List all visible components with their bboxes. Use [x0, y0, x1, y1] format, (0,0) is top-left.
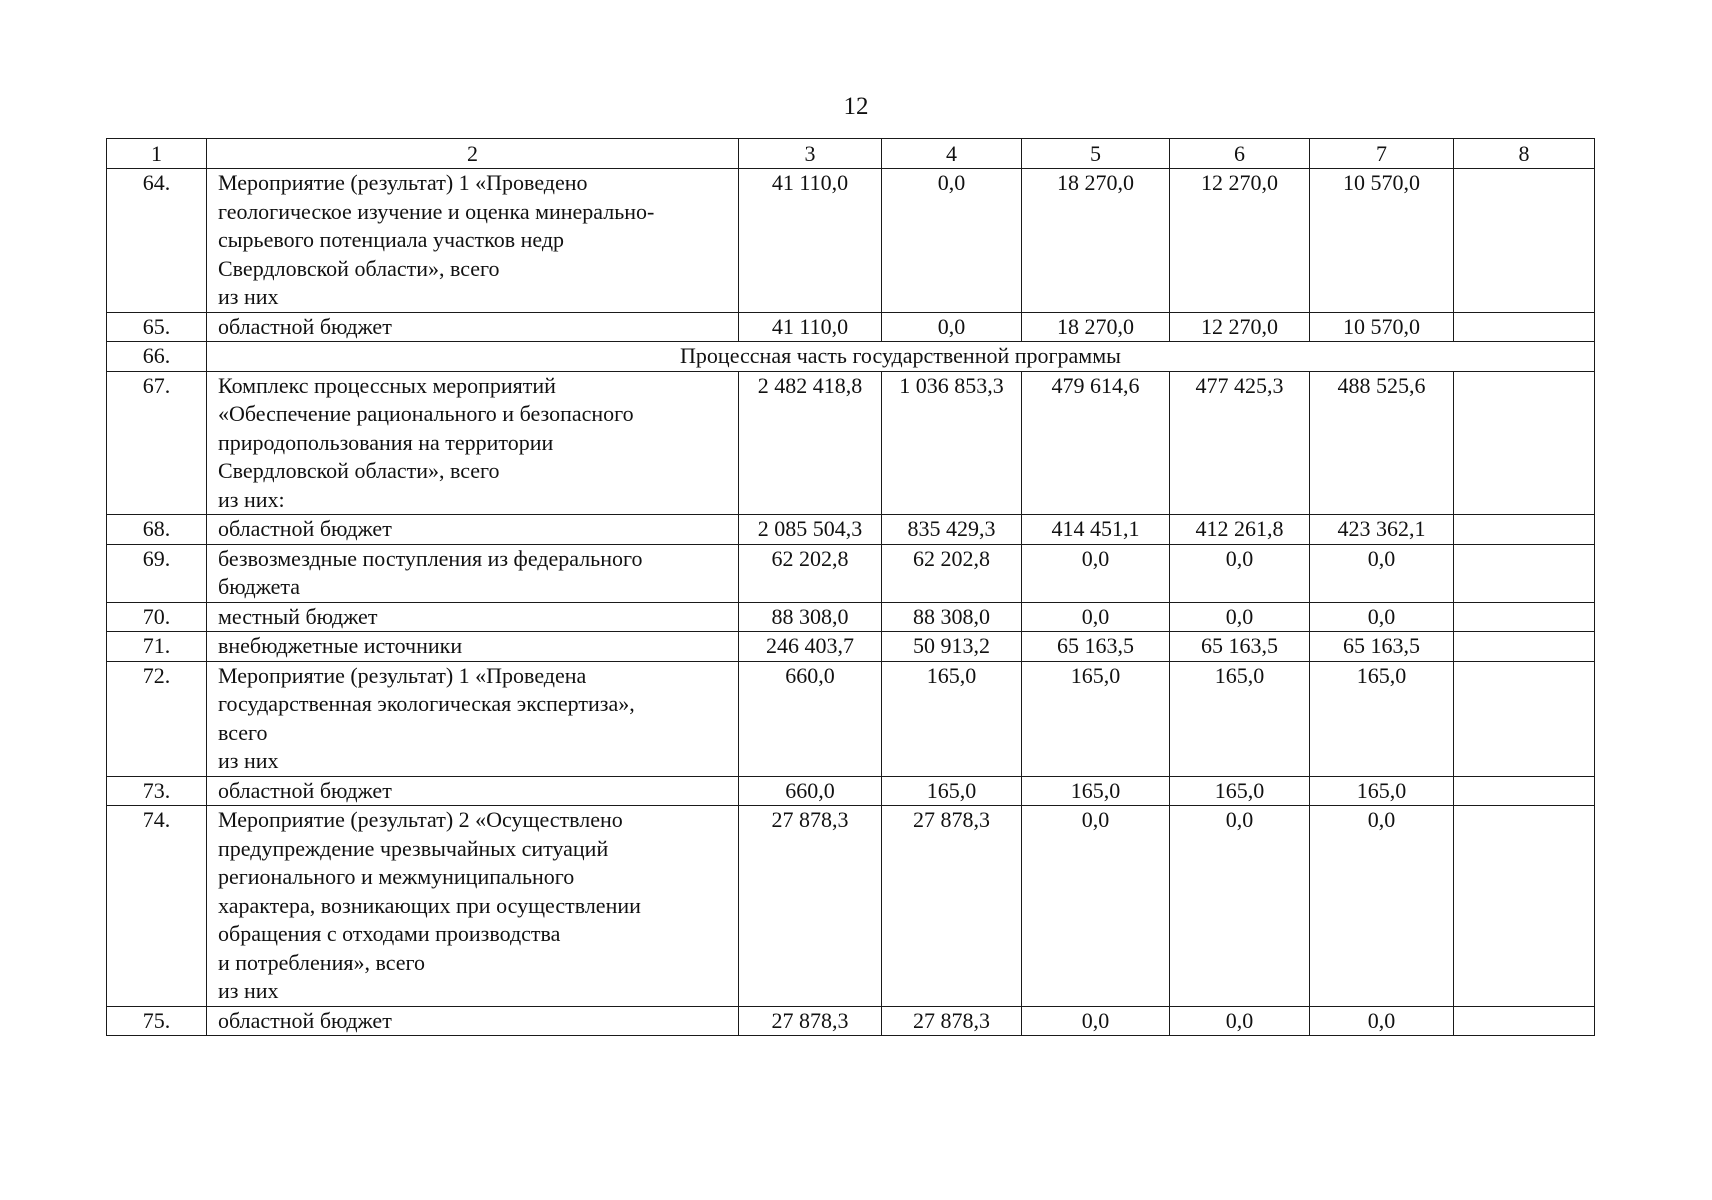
- item-name-line: областной бюджет: [218, 777, 392, 803]
- value-cell-c6: 165,0: [1170, 661, 1310, 776]
- value-cell-c4: 88 308,0: [882, 602, 1022, 632]
- row-number: 71.: [107, 632, 207, 662]
- column-number-row: [107, 139, 1595, 169]
- value-cell-c6: 412 261,8: [1170, 515, 1310, 545]
- item-name-line: из них: [218, 284, 279, 309]
- item-name-line: местный бюджет: [218, 603, 378, 629]
- table-row: [107, 602, 1595, 632]
- value-cell-c8: [1454, 806, 1595, 1007]
- item-name-line: предупреждение чрезвычайных ситуаций: [218, 835, 609, 861]
- item-name-line: Комплекс процессных мероприятий: [218, 372, 556, 398]
- value-cell-c6: 165,0: [1170, 776, 1310, 806]
- table-body: [107, 139, 1595, 1036]
- item-name-line: Свердловской области», всего: [218, 458, 500, 483]
- value-cell-c7: 488 525,6: [1310, 371, 1454, 515]
- item-name: [207, 806, 739, 1007]
- value-cell-c6: 0,0: [1170, 544, 1310, 602]
- row-number: 65.: [107, 312, 207, 342]
- value-cell-c4: 0,0: [882, 312, 1022, 342]
- value-cell-c3: 27 878,3: [739, 1006, 882, 1036]
- section-title: Процессная часть государственной программы: [207, 342, 1595, 372]
- value-cell-c8: [1454, 1006, 1595, 1036]
- row-number: 72.: [107, 661, 207, 776]
- table-row: [107, 312, 1595, 342]
- value-cell-c8: [1454, 661, 1595, 776]
- table-row: [107, 806, 1595, 1007]
- value-cell-c5: 414 451,1: [1022, 515, 1170, 545]
- value-cell-c4: 0,0: [882, 169, 1022, 313]
- value-cell-c7: 65 163,5: [1310, 632, 1454, 662]
- table-row: [107, 515, 1595, 545]
- item-name-line: природопользования на территории: [218, 429, 554, 455]
- item-name: [207, 515, 739, 545]
- value-cell-c7: 10 570,0: [1310, 312, 1454, 342]
- value-cell-c3: 660,0: [739, 661, 882, 776]
- item-name-line: из них:: [218, 486, 285, 512]
- value-cell-c3: 2 085 504,3: [739, 515, 882, 545]
- value-cell-c5: 0,0: [1022, 544, 1170, 602]
- table-row: [107, 632, 1595, 662]
- item-name-line: Мероприятие (результат) 1 «Проведено: [218, 170, 588, 195]
- column-number: 8: [1454, 139, 1595, 169]
- value-cell-c3: 27 878,3: [739, 806, 882, 1007]
- value-cell-c3: 88 308,0: [739, 602, 882, 632]
- item-name: [207, 169, 739, 313]
- column-number: 3: [739, 139, 882, 169]
- value-cell-c6: 12 270,0: [1170, 169, 1310, 313]
- value-cell-c4: 50 913,2: [882, 632, 1022, 662]
- row-number: 75.: [107, 1006, 207, 1036]
- column-number: 7: [1310, 139, 1454, 169]
- value-cell-c3: 2 482 418,8: [739, 371, 882, 515]
- item-name-line: областной бюджет: [218, 516, 392, 541]
- item-name: [207, 544, 739, 602]
- value-cell-c8: [1454, 371, 1595, 515]
- value-cell-c5: 479 614,6: [1022, 371, 1170, 515]
- row-number: 73.: [107, 776, 207, 806]
- value-cell-c6: 0,0: [1170, 602, 1310, 632]
- value-cell-c3: 41 110,0: [739, 312, 882, 342]
- table-row: [107, 1006, 1595, 1036]
- section-row: [107, 342, 1595, 372]
- value-cell-c6: 0,0: [1170, 806, 1310, 1007]
- value-cell-c8: [1454, 169, 1595, 313]
- value-cell-c7: 0,0: [1310, 544, 1454, 602]
- item-name-line: и потребления», всего: [218, 949, 425, 975]
- item-name-line: регионального и межмуниципального: [218, 864, 575, 889]
- value-cell-c7: 0,0: [1310, 602, 1454, 632]
- value-cell-c7: 423 362,1: [1310, 515, 1454, 545]
- value-cell-c5: 0,0: [1022, 806, 1170, 1007]
- budget-table: [106, 138, 1595, 1036]
- item-name: [207, 602, 739, 632]
- value-cell-c8: [1454, 602, 1595, 632]
- value-cell-c5: 165,0: [1022, 661, 1170, 776]
- item-name-line: безвозмездные поступления из федерального: [218, 545, 643, 571]
- value-cell-c5: 18 270,0: [1022, 169, 1170, 313]
- item-name: [207, 632, 739, 662]
- item-name-line: областной бюджет: [218, 313, 392, 339]
- value-cell-c4: 165,0: [882, 776, 1022, 806]
- value-cell-c4: 27 878,3: [882, 1006, 1022, 1036]
- value-cell-c8: [1454, 632, 1595, 662]
- column-number: 5: [1022, 139, 1170, 169]
- value-cell-c8: [1454, 312, 1595, 342]
- column-number: 4: [882, 139, 1022, 169]
- value-cell-c7: 165,0: [1310, 776, 1454, 806]
- value-cell-c4: 27 878,3: [882, 806, 1022, 1007]
- value-cell-c3: 246 403,7: [739, 632, 882, 662]
- value-cell-c5: 65 163,5: [1022, 632, 1170, 662]
- item-name-line: сырьевого потенциала участков недр: [218, 227, 565, 252]
- item-name-line: обращения с отходами производства: [218, 921, 561, 946]
- row-number: 74.: [107, 806, 207, 1007]
- row-number: 69.: [107, 544, 207, 602]
- value-cell-c4: 165,0: [882, 661, 1022, 776]
- value-cell-c5: 0,0: [1022, 1006, 1170, 1036]
- value-cell-c8: [1454, 776, 1595, 806]
- item-name: [207, 371, 739, 515]
- value-cell-c3: 660,0: [739, 776, 882, 806]
- row-number: 70.: [107, 602, 207, 632]
- value-cell-c3: 41 110,0: [739, 169, 882, 313]
- table-row: [107, 371, 1595, 515]
- row-number: 64.: [107, 169, 207, 313]
- table-row: [107, 169, 1595, 313]
- value-cell-c4: 62 202,8: [882, 544, 1022, 602]
- table-row: [107, 544, 1595, 602]
- value-cell-c6: 477 425,3: [1170, 371, 1310, 515]
- value-cell-c7: 0,0: [1310, 806, 1454, 1007]
- value-cell-c8: [1454, 515, 1595, 545]
- item-name-line: из них: [218, 748, 279, 773]
- value-cell-c4: 835 429,3: [882, 515, 1022, 545]
- page-number: 12: [843, 93, 869, 120]
- item-name-line: государственная экологическая экспертиза»,: [218, 691, 635, 716]
- value-cell-c4: 1 036 853,3: [882, 371, 1022, 515]
- item-name-line: Мероприятие (результат) 2 «Осуществлено: [218, 807, 623, 832]
- column-number: 6: [1170, 139, 1310, 169]
- column-number: 1: [107, 139, 207, 169]
- table-row: [107, 776, 1595, 806]
- value-cell-c5: 165,0: [1022, 776, 1170, 806]
- item-name-line: характера, возникающих при осуществлении: [218, 892, 641, 918]
- value-cell-c6: 12 270,0: [1170, 312, 1310, 342]
- item-name-line: геологическое изучение и оценка минерально-: [218, 198, 655, 224]
- table-row: [107, 661, 1595, 776]
- value-cell-c7: 0,0: [1310, 1006, 1454, 1036]
- item-name-line: областной бюджет: [218, 1007, 392, 1033]
- value-cell-c6: 0,0: [1170, 1006, 1310, 1036]
- item-name-line: из них: [218, 978, 279, 1003]
- item-name-line: всего: [218, 719, 268, 745]
- value-cell-c7: 10 570,0: [1310, 169, 1454, 313]
- item-name-line: внебюджетные источники: [218, 633, 463, 658]
- value-cell-c3: 62 202,8: [739, 544, 882, 602]
- value-cell-c7: 165,0: [1310, 661, 1454, 776]
- row-number: 68.: [107, 515, 207, 545]
- item-name-line: бюджета: [218, 574, 301, 599]
- item-name-line: Свердловской области», всего: [218, 255, 500, 281]
- item-name: [207, 312, 739, 342]
- row-number: 66.: [107, 342, 207, 372]
- item-name: [207, 661, 739, 776]
- item-name: [207, 776, 739, 806]
- column-number: 2: [207, 139, 739, 169]
- value-cell-c8: [1454, 544, 1595, 602]
- item-name: [207, 1006, 739, 1036]
- value-cell-c5: 18 270,0: [1022, 312, 1170, 342]
- value-cell-c6: 65 163,5: [1170, 632, 1310, 662]
- value-cell-c5: 0,0: [1022, 602, 1170, 632]
- item-name-line: Мероприятие (результат) 1 «Проведена: [218, 662, 587, 688]
- row-number: 67.: [107, 371, 207, 515]
- item-name-line: «Обеспечение рационального и безопасного: [218, 401, 634, 426]
